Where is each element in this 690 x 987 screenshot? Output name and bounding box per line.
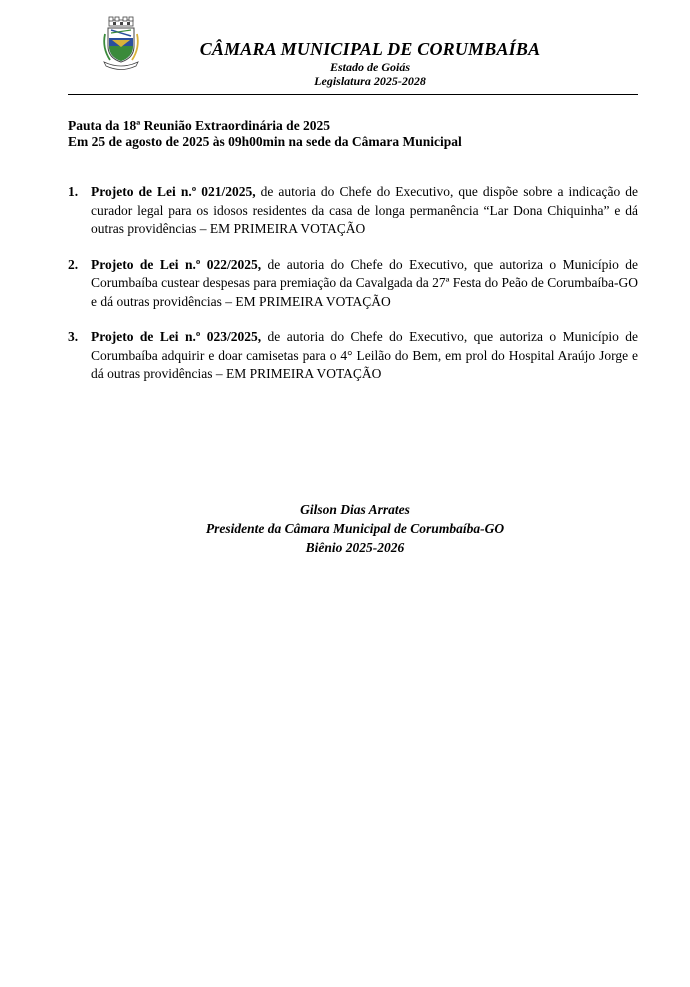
signatory-term: Biênio 2025-2026 bbox=[305, 540, 405, 555]
meeting-agenda-heading bbox=[68, 118, 638, 150]
agenda-item bbox=[68, 256, 638, 312]
signature-block bbox=[150, 500, 560, 557]
municipal-coat-of-arms-icon bbox=[100, 16, 142, 70]
agenda-item bbox=[68, 328, 638, 384]
state-name: Estado de Goiás bbox=[329, 60, 410, 74]
signatory-role: Presidente da Câmara Municipal de Corumbaíba-GO bbox=[205, 521, 505, 536]
agenda-item-list bbox=[68, 183, 638, 401]
agenda-item bbox=[68, 183, 638, 239]
item-description: de autoria do Chefe do Executivo, que autoriza o Município de Corumbaíba adquirir e doar camisetas para o 4° Leilão do Bem, em prol do Hospital Araújo Jorge e dá outras providências – EM PRIMEIRA VOTAÇÃO bbox=[91, 329, 638, 381]
item-number: 1. bbox=[68, 184, 79, 199]
chamber-title: CÂMARA MUNICIPAL DE CORUMBAÍBA bbox=[199, 39, 541, 59]
signatory-name: Gilson Dias Arrates bbox=[300, 502, 410, 517]
item-number: 2. bbox=[68, 256, 79, 272]
item-description: de autoria do Chefe do Executivo, que dispõe sobre a indicação de curador legal para os idosos residentes da casa de longa permanência “Lar Dona Chiquinha” e dá outras providências – EM PRIMEIRA VOTAÇÃO bbox=[91, 184, 638, 236]
agenda-title: Pauta da 18ª Reunião Extraordinária de 2025 bbox=[68, 118, 331, 133]
bill-number: Projeto de Lei n.º 022/2025, bbox=[91, 256, 262, 272]
bill-number: Projeto de Lei n.º 023/2025, bbox=[91, 329, 262, 344]
bill-number: Projeto de Lei n.º 021/2025, bbox=[91, 184, 256, 199]
item-description: de autoria do Chefe do Executivo, que autoriza o Município de Corumbaíba custear despesas para premiação da Cavalgada da 27ª Festa do Peão de Corumbaíba-GO e dá outras providências – EM PRIMEIRA VOTAÇÃO bbox=[91, 256, 638, 309]
item-number: 3. bbox=[68, 329, 79, 344]
document-header bbox=[170, 38, 570, 88]
agenda-date-location: Em 25 de agosto de 2025 às 09h00min na sede da Câmara Municipal bbox=[68, 134, 462, 149]
legislature-period: Legislatura 2025-2028 bbox=[314, 74, 426, 88]
header-divider bbox=[68, 94, 638, 95]
